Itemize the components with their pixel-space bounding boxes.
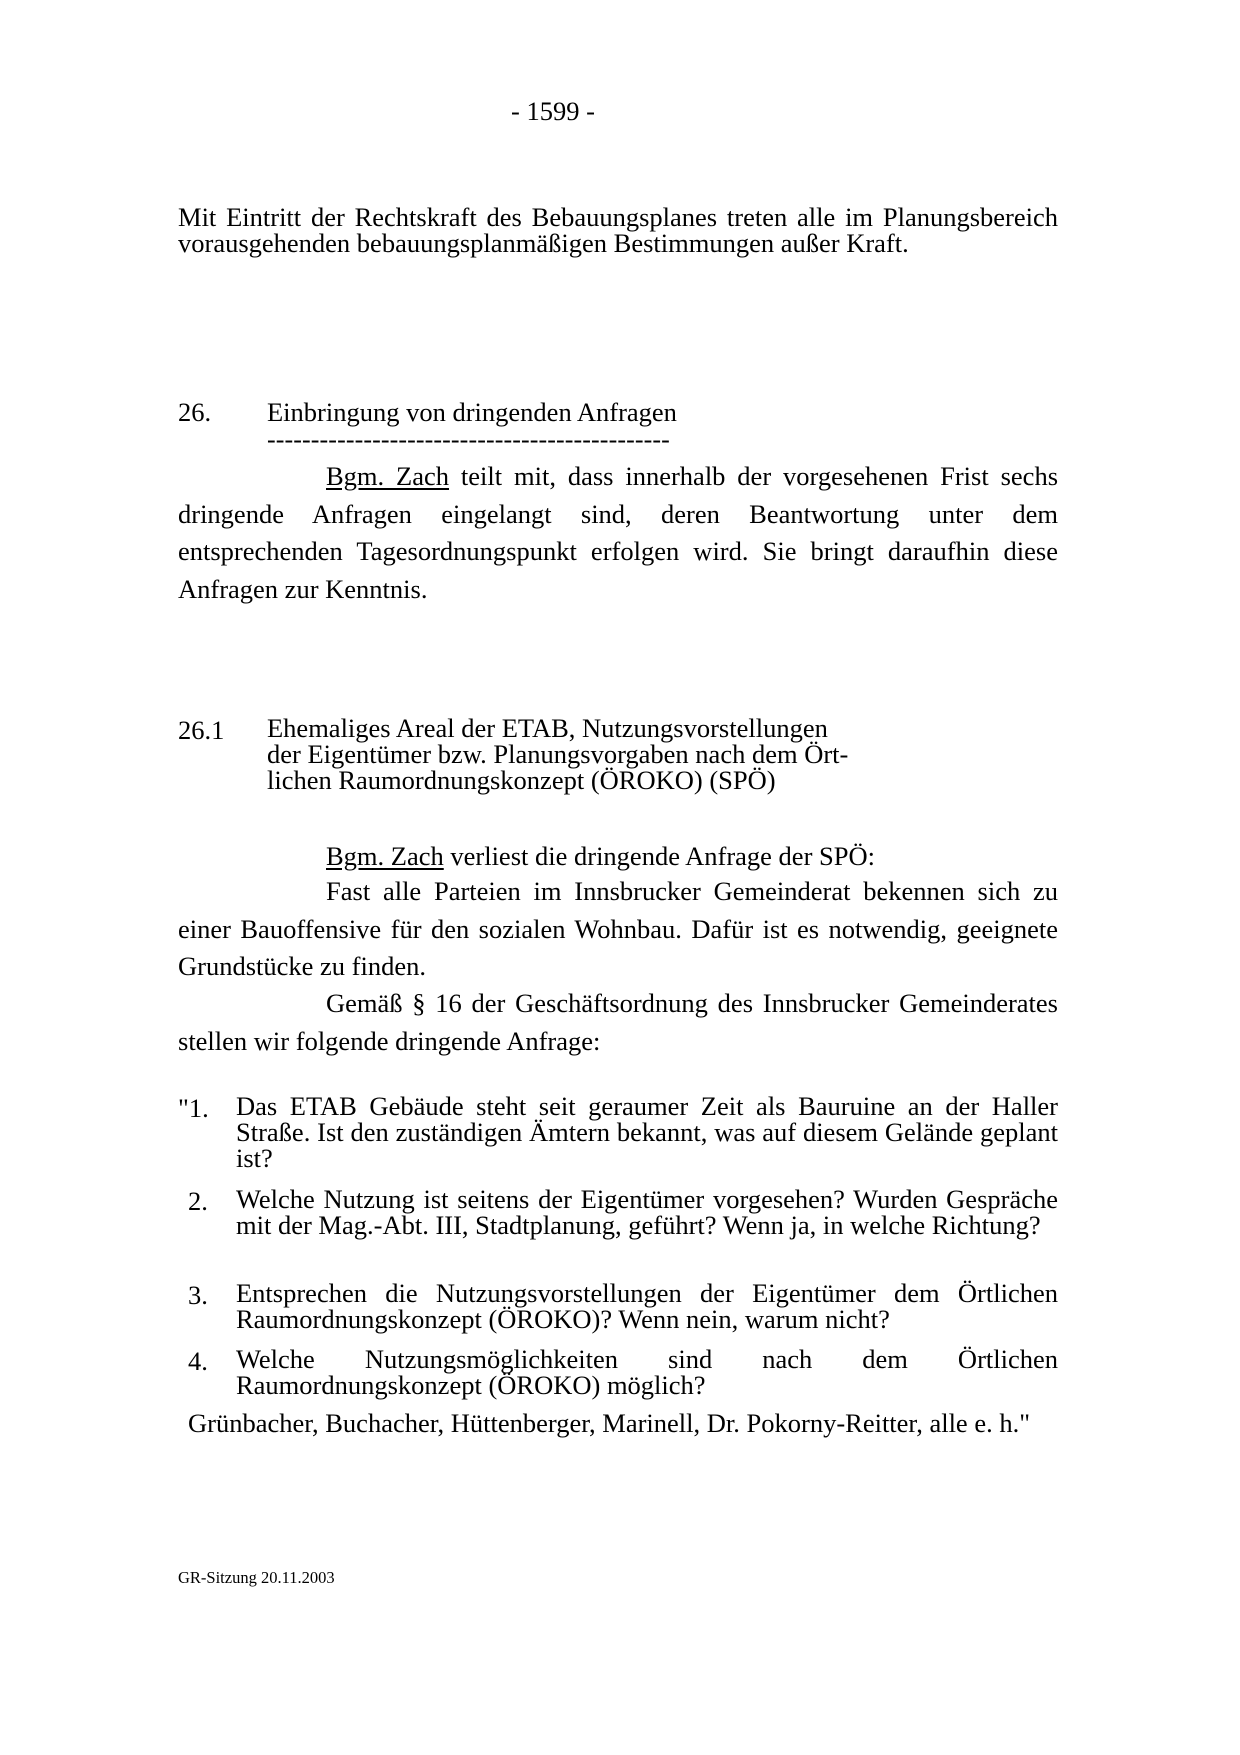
- section-26-text: teilt mit, dass innerhalb der vorgesehenen Frist sechs dringende Anfragen eingelangt sind, deren Beantwortung unter dem entsprechenden Tagesordnungspunkt erfolgen wird. Sie bringt daraufhin diese Anfragen zur Kenntnis.: [178, 461, 1059, 604]
- speaker-name: Bgm. Zach: [326, 841, 444, 871]
- question-3-number: 3.: [188, 1280, 208, 1310]
- speaker-line: [326, 841, 875, 872]
- question-1-number: "1.: [178, 1093, 209, 1123]
- section-26-1-title: [267, 715, 967, 793]
- footer-session-date: GR-Sitzung 20.11.2003: [178, 1568, 335, 1587]
- section-26-1-title-line: lichen Raumordnungskonzept (ÖROKO) (SPÖ): [267, 765, 776, 795]
- request-paragraph-2: Gemäß § 16 der Geschäftsordnung des Innsbrucker Gemeinderates stellen wir folgende dringende Anfrage:: [178, 988, 1058, 1056]
- intro-paragraph: Mit Eintritt der Rechtskraft des Bebauungsplanes treten alle im Planungsbereich vorausgehenden bebauungsplanmäßigen Bestimmungen außer Kraft.: [178, 202, 1058, 258]
- section-26-1-number: 26.1: [178, 715, 225, 745]
- section-26-1-title-line: Ehemaliges Areal der ETAB, Nutzungsvorstellungen: [267, 713, 828, 743]
- question-2-text: Welche Nutzung ist seitens der Eigentümer vorgesehen? Wurden Gespräche mit der Mag.-Abt. III, Stadtplanung, geführt? Wenn ja, in welche Richtung?: [236, 1184, 1058, 1240]
- section-26-1-title-line: der Eigentümer bzw. Planungsvorgaben nach dem Ört-: [267, 739, 849, 769]
- signatories: Grünbacher, Buchacher, Hüttenberger, Marinell, Dr. Pokorny-Reitter, alle e. h.": [188, 1408, 1031, 1438]
- question-4-text: Welche Nutzungsmöglichkeiten sind nach dem Örtlichen Raumordnungskonzept (ÖROKO) möglich?: [236, 1344, 1058, 1400]
- section-26-title: Einbringung von dringenden Anfragen: [267, 397, 677, 427]
- question-1-text: Das ETAB Gebäude steht seit geraumer Zeit als Bauruine an der Haller Straße. Ist den zuständigen Ämtern bekannt, was auf diesem Gelände geplant ist?: [236, 1091, 1058, 1173]
- question-4-number: 4.: [188, 1346, 208, 1376]
- section-26-body: [178, 458, 1058, 608]
- question-2-number: 2.: [188, 1186, 208, 1216]
- page-number: - 1599 -: [511, 96, 595, 126]
- speaker-text: verliest die dringende Anfrage der SPÖ:: [443, 841, 875, 871]
- section-26-title-underline: ----------------------------------------------: [267, 425, 670, 454]
- speaker-name: Bgm. Zach: [326, 461, 450, 491]
- section-26-number: 26.: [178, 397, 212, 427]
- request-paragraph-1: Fast alle Parteien im Innsbrucker Gemeinderat bekennen sich zu einer Bauoffensive für den sozialen Wohnbau. Dafür ist es notwendig, geeignete Grundstücke zu finden.: [178, 876, 1058, 981]
- question-3-text: Entsprechen die Nutzungsvorstellungen der Eigentümer dem Örtlichen Raumordnungskonzept (ÖROKO)? Wenn nein, warum nicht?: [236, 1278, 1058, 1334]
